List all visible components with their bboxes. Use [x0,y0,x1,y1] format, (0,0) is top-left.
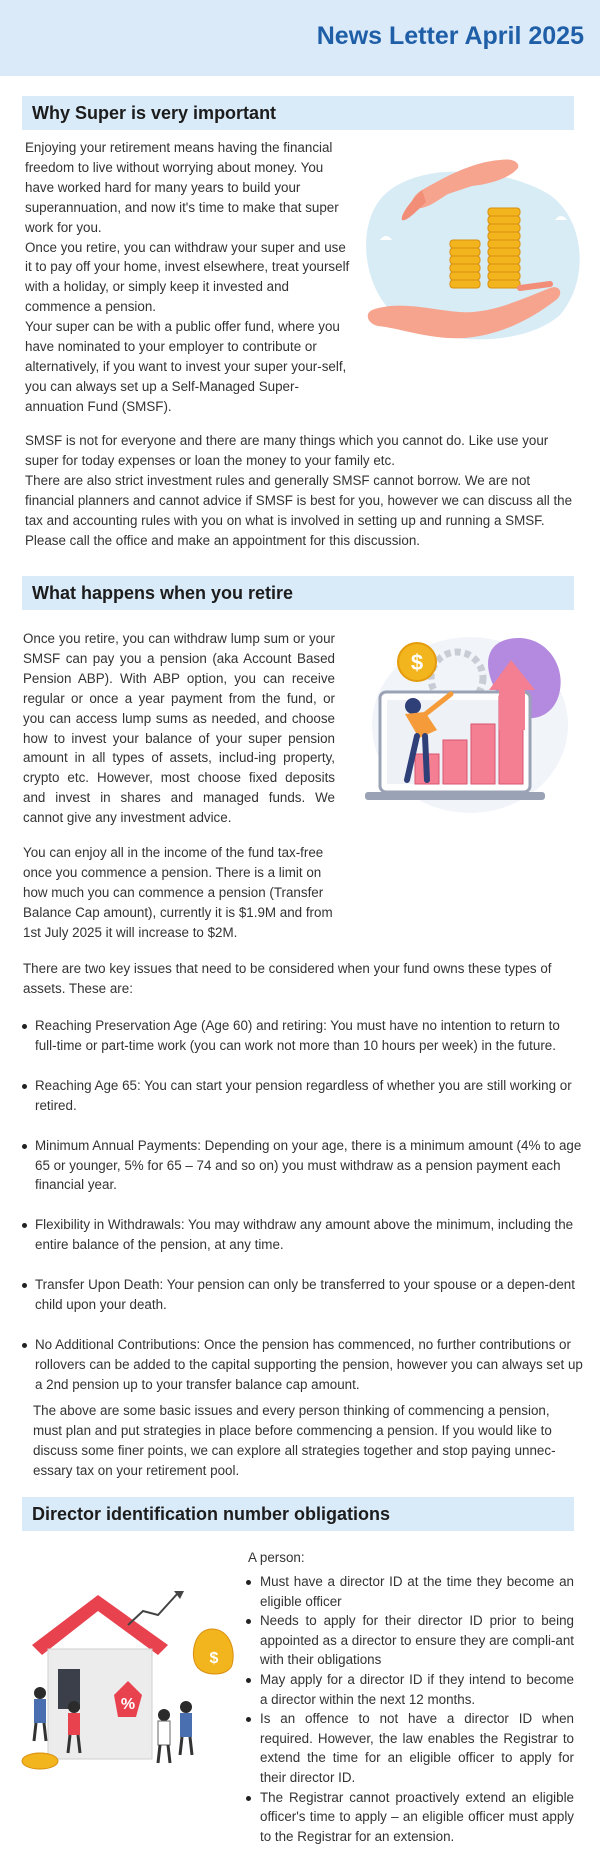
retire-paragraph-3: There are two key issues that need to be considered when your fund owns these types of assets. These are: [23,961,552,996]
list-item: Minimum Annual Payments: Depending on your age, there is a minimum amount (4% to age 65 or younger, 5% for 65 – 74 and so on) you must withdraw as a pension payment each financial year. [22,1136,584,1196]
dollar-sign: $ [209,1650,219,1667]
hands-with-coins-icon [360,150,590,350]
dollar-sign: $ [410,650,424,675]
smsf-paragraph: SMSF is not for everyone and there are many things which you cannot do. Like use your super for today expenses or loan the money to your family etc. [25,433,549,468]
retire-paragraph-1: Once you retire, you can withdraw lump sum or your SMSF can pay you a pension (aka Account Based Pension ABP). With ABP option, you can receive regular or once a year payment from the fund, or you can access lump sums as needed, and choose how to invest your balance of your super pension amount in all types of assets, includ-ing property, crypto etc. However, most choose fixed deposits and invest in shares and managed funds. We cannot give any investment advice. [23,631,335,826]
list-item: Reaching Age 65: You can start your pension regardless of whether you are still working or retired. [22,1076,584,1116]
director-lead: A person: [248,1550,305,1565]
list-item: Is an offence to not have a director ID when required. However, the law enables the Registrar to extend the time for an eligible officer to apply for their director ID. [246,1709,574,1787]
list-item: Needs to apply for their director ID prior to being appointed as a director to ensure they are compli-ant with their obligations [246,1611,574,1670]
newsletter-title: News Letter April 2025 [316,22,584,50]
smsf-paragraph: There are also strict investment rules and generally SMSF cannot borrow. We are not financial planners and cannot advice if SMSF is best for you, however we can discuss all the tax and accounting rules with you on what is involved in setting up and running a SMSF. Please call the office and make an appointment for this discussion. [25,472,573,548]
intro-paragraph: Enjoying your retirement means having the financial freedom to live without worrying about money. You have worked hard for many years to build your superannuation, and now it's time to make that super work for you. [25,140,339,235]
pension-issues-list [22,1016,584,1395]
list-item: The Registrar cannot proactively extend an eligible officer's time to apply – an eligible officer must apply to the Registrar for an extension. [246,1788,574,1847]
why-super-intro [25,138,355,417]
list-item: Reaching Preservation Age (Age 60) and retiring: You must have no intention to return to full-time or part-time work (you can work not more than 10 hours per week) in the future. [22,1016,584,1056]
list-item: No Additional Contributions: Once the pension has commenced, no further contributions or rollovers can be added to the capital supporting the pension, however you can always set up a 2nd pension up to your transfer balance cap amount. [22,1335,584,1395]
intro-paragraph: Your super can be with a public offer fund, where you have nominated to your employer to contribute or alternatively, if you want to invest your super your-self, you can always set up a Self-Managed Super-annuation Fund (SMSF). [25,319,347,414]
percent-sign: % [120,1696,136,1713]
section-heading-retire: What happens when you retire [22,576,574,610]
section-heading-director-id: Director identification number obligations [22,1497,574,1531]
section-heading-why-super: Why Super is very important [22,96,574,130]
director-obligations-list [246,1572,574,1846]
growth-chart-icon [365,630,575,820]
list-item: Must have a director ID at the time they become an eligible officer [246,1572,574,1611]
list-item: May apply for a director ID if they intend to become a director within the next 12 months. [246,1670,574,1709]
list-item: Transfer Upon Death: Your pension can only be transferred to your spouse or a depen-dent child upon your death. [22,1275,584,1315]
house-finance-people-icon [18,1585,238,1795]
list-item: Flexibility in Withdrawals: You may withdraw any amount above the minimum, including the entire balance of the pension, at any time. [22,1215,584,1255]
retire-paragraph-2: You can enjoy all in the income of the fund tax-free once you commence a pension. There is a limit on how much you can commence a pension (Transfer Balance Cap amount), currently it is $1.9M and from 1st July 2025 it will increase to $2M. [23,845,333,940]
retire-closing: The above are some basic issues and every person thinking of commencing a pension, must plan and put strategies in place before commencing a pension. If you would like to discuss some finer points, we can explore all strategies together and stop paying unnec-essary tax on your retirement pool. [33,1403,556,1478]
smsf-info [25,431,580,550]
intro-paragraph: Once you retire, you can withdraw your super and use it to pay off your home, invest elsewhere, treat yourself with a holiday, or simply keep it invested and commence a pension. [25,239,350,315]
